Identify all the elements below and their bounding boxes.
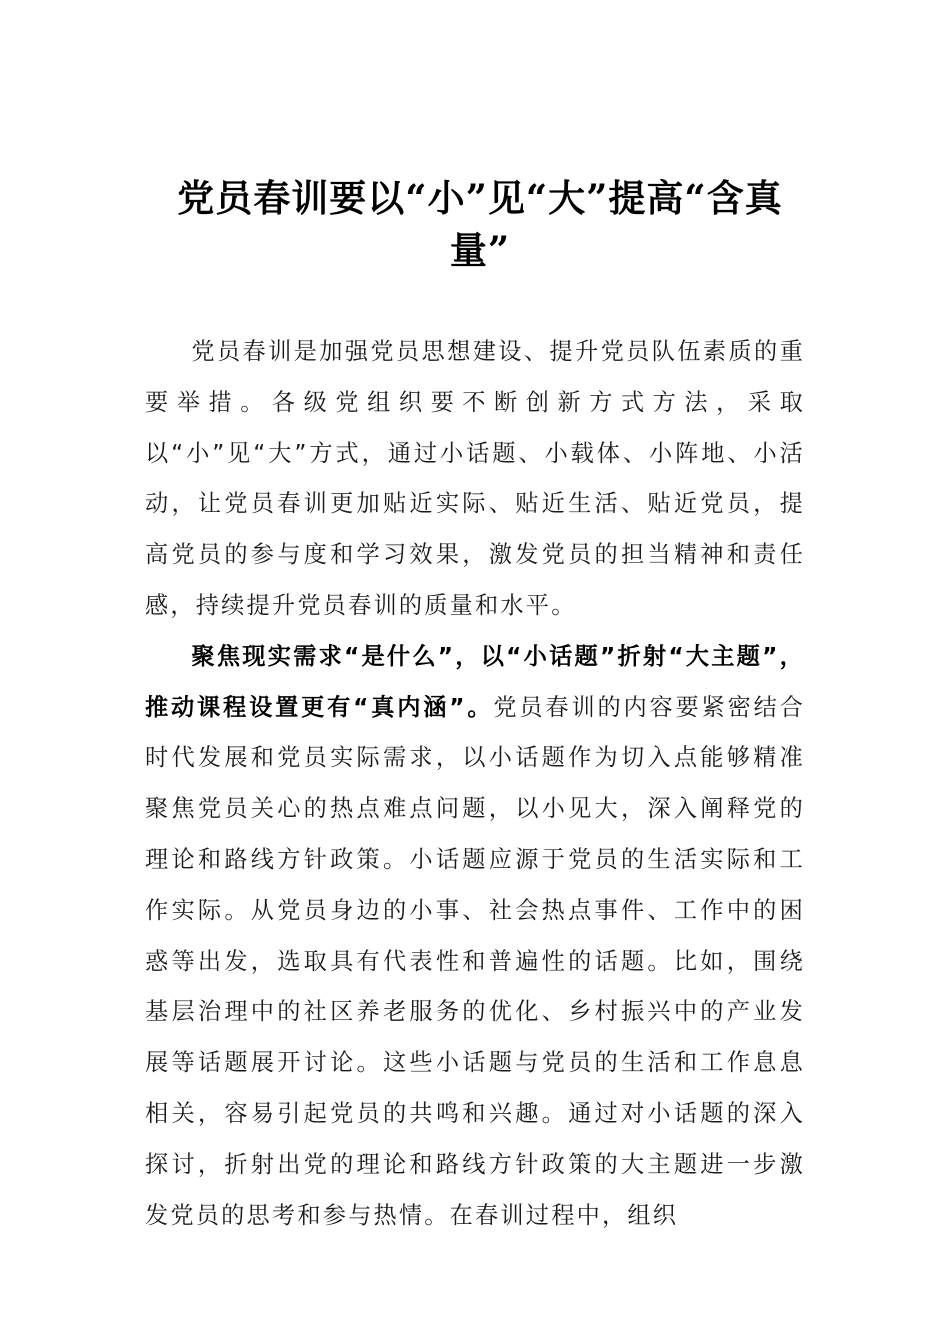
paragraph-2-text: 党员春训的内容要紧密结合时代发展和党员实际需求，以小话题作为切入点能够精准聚焦党员关心的热点难点问题，以小见大，深入阐释党的理论和路线方针政策。小话题应源于党员的生活实际和工作实际。从党员身边的小事、社会热点事件、工作中的困惑等出发，选取具有代表性和普遍性的话题。比如，围绕基层治理中的社区养老服务的优化、乡村振兴中的产业发展等话题展开讨论。这些小话题与党员的生活和工作息息相关，容易引起党员的共鸣和兴趣。通过对小话题的深入探讨，折射出党的理论和路线方针政策的大主题进一步激发党员的思考和参与热情。在春训过程中，组织 [145,693,805,1229]
paragraph-1 [145,327,805,632]
paragraph-1-text: 党员春训是加强党员思想建设、提升党员队伍素质的重要举措。各级党组织要不断创新方式方法，采取以“小”见“大”方式，通过小话题、小载体、小阵地、小活动，让党员春训更加贴近实际、贴近生活、贴近党员，提高党员的参与度和学习效果，激发党员的担当精神和责任感，持续提升党员春训的质量和水平。 [145,338,805,619]
paragraph-2-lead-heading: 聚焦现实需求“是什么”，以“小话题”折射“大主题”，推动课程设置更有“真内涵”。 [145,642,805,721]
document-body [145,327,805,1241]
paragraph-2 [145,632,805,1242]
document-title: 党员春训要以“小”见“大”提高“含真量” [177,176,783,272]
